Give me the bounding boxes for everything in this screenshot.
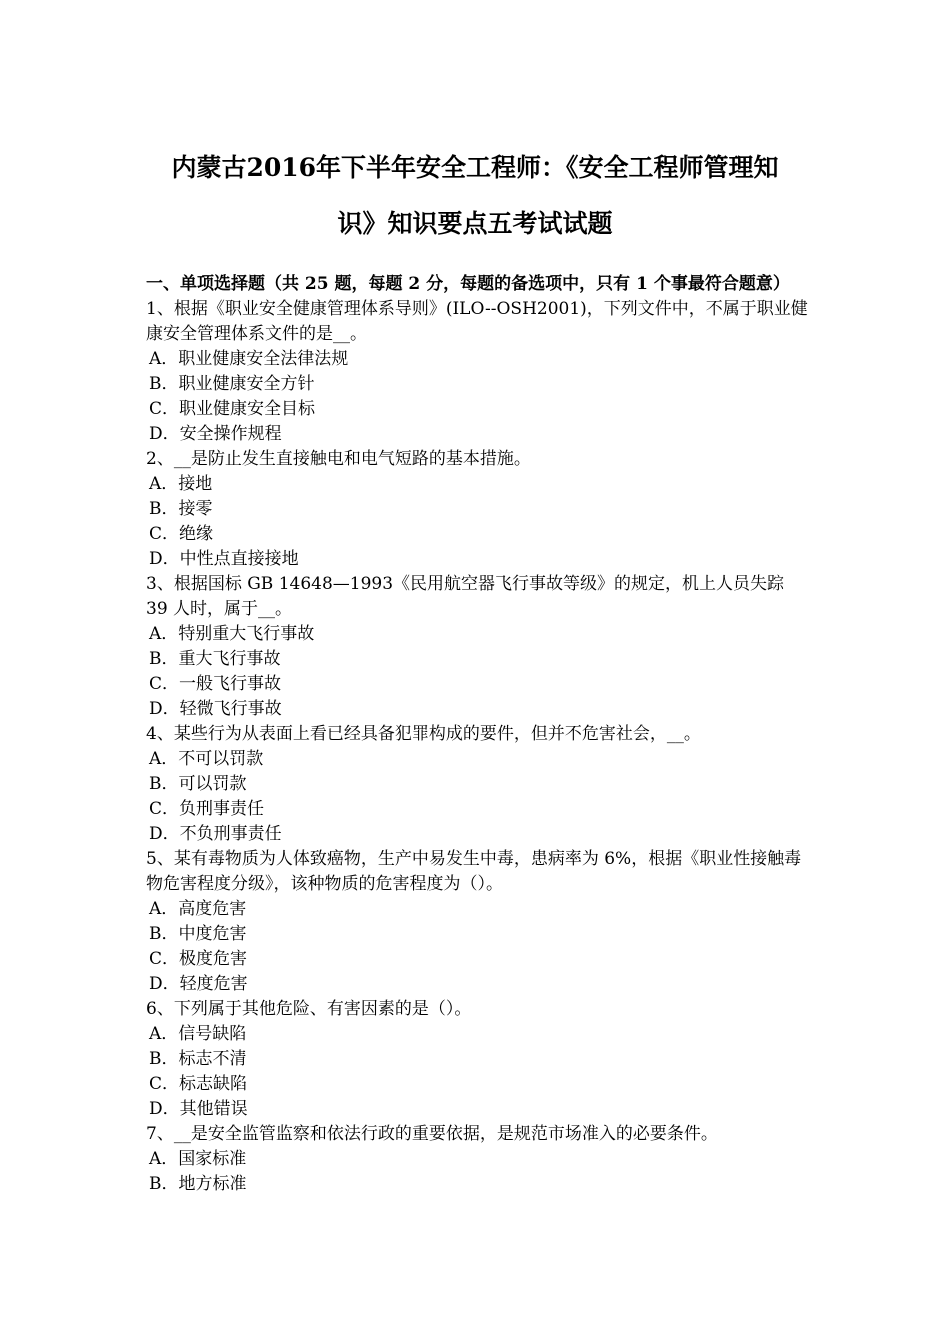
question-7 [146, 1122, 810, 1197]
question-3 [146, 572, 810, 722]
option-a: A．不可以罚款 [149, 749, 264, 769]
option-c: C．职业健康安全目标 [149, 399, 316, 419]
question-4 [146, 722, 810, 847]
question-1 [146, 297, 810, 447]
question-stem: 2、__是防止发生直接触电和电气短路的基本措施。 [146, 449, 531, 469]
option-c: C．负刑事责任 [149, 799, 265, 819]
section-heading: 一、单项选择题（共 25 题，每题 2 分，每题的备选项中，只有 1 个事最符合题意） [146, 274, 790, 294]
option-d: D．不负刑事责任 [149, 824, 282, 844]
title-line-2: 识》知识要点五考试试题 [337, 209, 613, 238]
title-line-1: 内蒙古2016年下半年安全工程师：《安全工程师管理知 [171, 153, 779, 182]
option-b: B．中度危害 [149, 924, 247, 944]
option-b: B．职业健康安全方针 [149, 374, 315, 394]
option-c: C．绝缘 [149, 524, 214, 544]
option-d: D．安全操作规程 [149, 424, 282, 444]
option-b: B．可以罚款 [149, 774, 247, 794]
option-a: A．信号缺陷 [149, 1024, 247, 1044]
question-2 [146, 447, 810, 572]
option-d: D．其他错误 [149, 1099, 248, 1119]
option-c: C．极度危害 [149, 949, 248, 969]
question-stem: 5、某有毒物质为人体致癌物，生产中易发生中毒，患病率为 6%，根据《职业性接触毒物危害程度分级》，该种物质的危害程度为（）。 [146, 849, 802, 894]
document-body [146, 272, 810, 1197]
option-a: A．职业健康安全法律法规 [149, 349, 349, 369]
option-a: A．高度危害 [149, 899, 247, 919]
question-stem: 4、某些行为从表面上看已经具备犯罪构成的要件，但并不危害社会，__。 [146, 724, 701, 744]
option-b: B．地方标准 [149, 1174, 247, 1194]
question-6 [146, 997, 810, 1122]
option-a: A．国家标准 [149, 1149, 247, 1169]
question-stem: 1、根据《职业安全健康管理体系导则》(ILO--OSH2001)，下列文件中，不属于职业健康安全管理体系文件的是__。 [146, 299, 808, 344]
question-stem: 3、根据国标 GB 14648—1993《民用航空器飞行事故等级》的规定，机上人员失踪 39 人时，属于__。 [146, 574, 785, 619]
question-5 [146, 847, 810, 997]
question-stem: 7、__是安全监管监察和依法行政的重要依据，是规范市场准入的必要条件。 [146, 1124, 718, 1144]
option-b: B．接零 [149, 499, 213, 519]
option-a: A．接地 [149, 474, 213, 494]
option-c: C．一般飞行事故 [149, 674, 282, 694]
option-c: C．标志缺陷 [149, 1074, 248, 1094]
option-b: B．标志不清 [149, 1049, 247, 1069]
question-stem: 6、下列属于其他危险、有害因素的是（）。 [146, 999, 472, 1019]
option-a: A．特别重大飞行事故 [149, 624, 315, 644]
option-d: D．轻微飞行事故 [149, 699, 282, 719]
option-d: D．轻度危害 [149, 974, 248, 994]
option-b: B．重大飞行事故 [149, 649, 281, 669]
option-d: D．中性点直接接地 [149, 549, 299, 569]
document-title [120, 140, 830, 252]
